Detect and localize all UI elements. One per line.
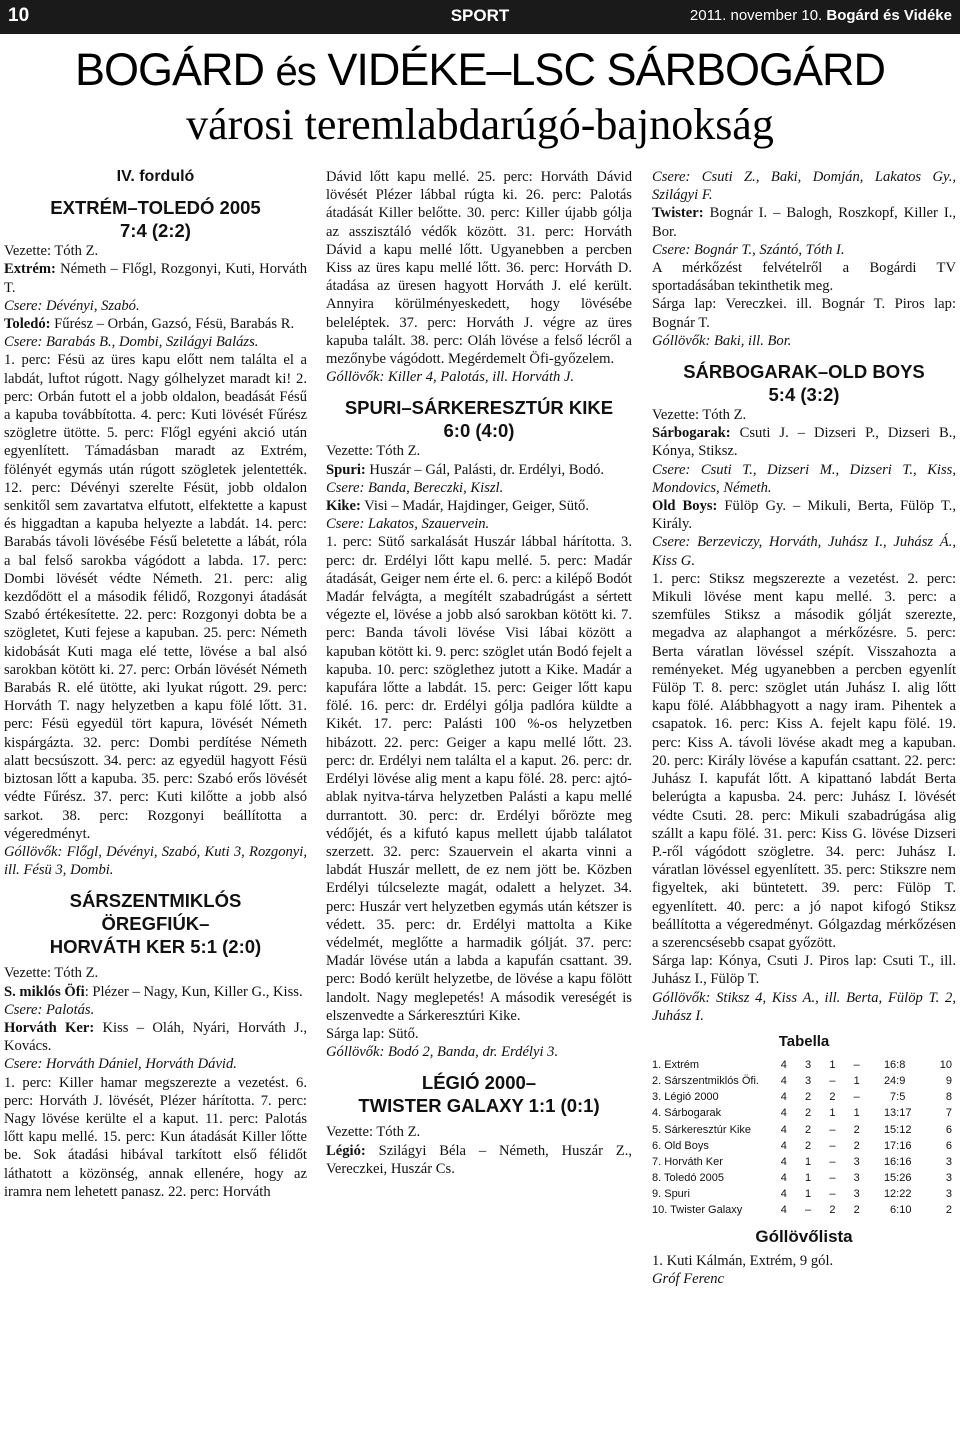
table-cell-won: 2	[805, 1123, 812, 1136]
match4-title-2: TWISTER GALAXY 1:1 (0:1)	[358, 1095, 600, 1117]
table-cell-played: 4	[780, 1059, 787, 1072]
match4-team2-lineup	[652, 204, 956, 240]
table-cell-lost: 2	[853, 1203, 860, 1216]
table-cell-goals-against: 12	[899, 1123, 912, 1136]
table-cell-won: 2	[805, 1091, 812, 1104]
match4-team2-label: Twister:	[652, 205, 704, 222]
table-cell-lost: 3	[853, 1171, 860, 1184]
match1-team2-players: Fűrész – Orbán, Gazsó, Fésü, Barabás R.	[54, 316, 295, 333]
table-cell-drawn: –	[829, 1139, 836, 1152]
match5-scorers-text: Góllövők: Stiksz 4, Kiss A., ill. Berta, Fülöp T. 2, Juhász I.	[652, 989, 956, 1024]
table-cell-won: –	[805, 1203, 812, 1216]
table-cell-lost: –	[853, 1091, 860, 1104]
table-cell-played: 4	[780, 1107, 787, 1120]
table-cell-drawn: –	[829, 1123, 836, 1136]
match3-scorers-text: Góllövők: Bodó 2, Banda, dr. Erdélyi 3.	[326, 1044, 559, 1061]
match3-title: SPURI–SÁRKERESZTÚR KIKE	[344, 397, 614, 419]
match5-team1-subs	[652, 461, 956, 497]
table-cell-points: 10	[939, 1059, 952, 1072]
match4-note: A mérkőzést felvételről a Bogárdi TV sportadásában tekinthetik meg.	[652, 260, 956, 295]
match2-team1-lineup	[4, 983, 307, 1001]
match3-team1-subs	[326, 479, 632, 497]
match5-score: 5:4 (3:2)	[768, 384, 840, 406]
match1-team2-subs-text: Csere: Barabás B., Dombi, Szilágyi Balázs.	[4, 334, 259, 351]
match5-team1-players: Csuti J. – Dizseri P., Dizseri B., Kónya, Stiksz.	[652, 425, 956, 460]
page-header-bar	[0, 0, 960, 34]
table-cell-team: 2. Sárszentmiklós Öfi.	[652, 1075, 759, 1088]
match3-card: Sárga lap: Sütő.	[326, 1025, 419, 1042]
match1-referee: Vezette: Tóth Z.	[4, 243, 99, 260]
table-cell-played: 4	[780, 1155, 787, 1168]
match1-team2-lineup	[4, 315, 307, 333]
table-cell-goals-against: 5	[899, 1091, 906, 1104]
match5-report: 1. perc: Stiksz megszerezte a vezetést. 2. perc: Mikuli lövése ment kapu mellé. 3. perc: a szemfüles Stiksz a második gólját szerezte, megadva az alaphangot a mérkőzésre. 5. perc: Berta váratlan lövéssel szépít. Visszahozta a reményeket. Még ugyanebben a percben egyenlít Fülöp T. 8. perc: szöglet után Juhász I. alig lőtt kapu fölé. Alábbhagyott a nagy iram. Pihentek a csapatok. 16. perc: Kiss A. fejelt kapu fölé. 19. perc: Kiss A. távoli lövése akadt meg a kapuban. 20. perc: Király lövése a kapufán csattant. 22. perc: Juhász I. kapufát lőtt. A kipattanó labdát Berta belerúgta a kapusba. 24. perc: Juhász I. lövését védte Csuti. 28. perc: Mikuli szabadrúgása alig szállt a kapu fölé. 31. perc: Kiss G. lövése Dizseri P.-ről vágódott szögletre. 34. perc: Juhász I. váratlan lövéssel egyenlített. 35. perc: Stikszre nem figyeltek, aki büntetett. 39. perc: Fülöp T. egyenlített. 40. perc: a jó napot kifogó Stiksz beállította a végeredményt. Gólgazdag mérkőzésen a szerencsésebb csapat győzött.	[652, 570, 956, 951]
table-cell-team: 4. Sárbogarak	[652, 1107, 722, 1120]
match5-team2-players: Fülöp Gy. – Mikuli, Berta, Fülöp T., Király.	[652, 498, 956, 533]
table-cell-won: 2	[805, 1107, 812, 1120]
match1-team1-lineup	[4, 260, 307, 296]
headline-part-1: BOGÁRD	[75, 44, 265, 95]
standings-table	[652, 1057, 952, 1218]
match4-scorers-text: Góllövők: Baki, ill. Bor.	[652, 332, 792, 349]
match5-team2-subs	[652, 533, 956, 569]
match1-title: EXTRÉM–TOLEDÓ 2005	[50, 197, 261, 219]
table-cell-points: 9	[945, 1075, 952, 1088]
table-cell-points: 8	[945, 1091, 952, 1104]
table-cell-drawn: 2	[829, 1203, 836, 1216]
table-cell-goals-for: 16:	[883, 1059, 900, 1072]
table-cell-won: 1	[805, 1171, 812, 1184]
match3-scorers	[326, 1043, 632, 1061]
headline-part-2: és	[275, 50, 316, 94]
table-row	[652, 1057, 952, 1073]
match3-team1-players: Huszár – Gál, Palásti, dr. Erdélyi, Bodó.	[369, 461, 605, 478]
match3-team2-players: Visi – Madár, Hajdinger, Geiger, Sütő.	[364, 498, 590, 515]
headline-sub: városi teremlabdarúgó-bajnokság	[186, 100, 774, 149]
table-cell-goals-against: 26	[899, 1171, 912, 1184]
section-name: SPORT	[450, 6, 510, 25]
table-cell-goals-against: 9	[899, 1075, 906, 1088]
match4-team2-players: Bognár I. – Balogh, Roszkopf, Killer I., Bor.	[652, 205, 957, 240]
table-cell-goals-against: 16	[899, 1139, 912, 1152]
match2-report-part-1: 1. perc: Killer hamar megszerezte a vezetést. 6. perc: Horváth J. lövését, Plézer hárította. 7. perc: Nagy lövése kerülte el a kaput. 11. perc: Palotás lőtt kapu mellé. 15. perc: Kun átadását Killer lőtte be. Sok átadási hibával tarkított első félidőt láthatott a közönség, annak ellenére, hogy az iramra nem lehetett panasz. 22. perc: Horváth	[4, 1074, 307, 1200]
table-cell-goals-for: 12:	[883, 1187, 900, 1200]
column-2	[326, 168, 632, 1178]
match2-scorers	[326, 368, 632, 386]
match2-team1-players: : Plézer – Nagy, Kun, Killer G., Kiss.	[84, 983, 303, 1000]
table-cell-drawn: –	[829, 1171, 836, 1184]
table-cell-goals-for: 15:	[883, 1123, 900, 1136]
table-cell-won: 1	[805, 1187, 812, 1200]
column-3	[652, 168, 956, 1289]
match1-team2-subs	[4, 333, 307, 351]
scorer-list-title: Góllövőlista	[755, 1227, 853, 1247]
match4-team2-subs-text: Csere: Bognár T., Szántó, Tóth I.	[652, 241, 845, 258]
match4-team1-subs	[652, 168, 956, 204]
table-cell-team: 5. Sárkeresztúr Kike	[652, 1123, 752, 1136]
match1-scorers	[4, 843, 307, 879]
match1-report: 1. perc: Fésü az üres kapu előtt nem találta el a labdát, luftot rúgott. Nagy gólhelyzet maradt ki! 2. perc: Orbán futott el a jobb oldalon, beadását Fésű a kapuba továbbította. 4. perc: Kuti lövését Fűrész szögletre ütötte. 5. perc: Flőgl egyéni akció után egyenlített. Támadásban maradt az Extrém, fölényét egymás után rúgott szögletek jelentették. 12. perc: Dévényi szerelte Fésüt, jobb oldalon senkitől sem zavartatva elfutott, elfektette a kapust és higgadtan a kapuba helyezte a labdát. 14. perc: Barabás távoli lövésébe Fésű beletette a lábát, róla a bal felső sarokba vágódott a labda. 17. perc: Dombi lövését védte Németh. 21. perc: alig kezdődött el a második félidő, Rozgonyi átadását Szabó értékesítette. 22. perc: Rozgonyi dobta be a szögletet, Kuti fejese a kapuban. 25. perc: Németh kidobását Kuti maga elé tette, lövése a bal alsó sarokban kötött ki. 27. perc: Orbán lövését Németh Barabás R. elé ütötte, aki lyukat rúgott. 29. perc: Horváth T. nagy helyzetben a kapu fölé lőtt. 31. perc: Fésü egyedül tört kapura, lövését Németh kispárgázta. 32. perc: Dombi perdítése Németh alatt becsúszott. 34. perc: az egyedül hagyott Fésü biztosan lőtt a kapuba. 35. perc: Szabó erős lövését védte Fűrész. 37. perc: Kuti kilőtte a jobb alsó sarkot. 38. perc: Rozgonyi beállította a végeredményt.	[4, 352, 307, 842]
table-cell-lost: 2	[853, 1123, 860, 1136]
table-cell-played: 4	[780, 1123, 787, 1136]
table-cell-won: 3	[805, 1059, 812, 1072]
table-cell-goals-against: 10	[899, 1203, 912, 1216]
table-cell-goals-for: 7:	[890, 1091, 900, 1104]
match2-scorers-text: Góllövők: Killer 4, Palotás, ill. Horváth J.	[326, 369, 575, 386]
match3-team2-subs-text: Csere: Lakatos, Szauervein.	[326, 516, 490, 533]
table-cell-lost: 3	[853, 1187, 860, 1200]
match2-team1-subs-text: Csere: Palotás.	[4, 1001, 95, 1018]
table-cell-lost: 1	[853, 1075, 860, 1088]
table-cell-played: 4	[780, 1203, 787, 1216]
table-cell-team: 8. Toledó 2005	[652, 1171, 724, 1184]
match5-team2-label: Old Boys:	[652, 498, 718, 515]
table-cell-points: 6	[945, 1123, 952, 1136]
match5-title: SÁRBOGARAK–OLD BOYS	[683, 361, 925, 383]
scorer-list-entry: 1. Kuti Kálmán, Extrém, 9 gól.	[652, 1253, 834, 1270]
match5-referee: Vezette: Tóth Z.	[652, 407, 747, 424]
match3-score: 6:0 (4:0)	[443, 420, 515, 442]
page-number: 10	[8, 5, 30, 26]
table-cell-played: 4	[780, 1171, 787, 1184]
table-cell-won: 3	[805, 1075, 812, 1088]
match4-team1-label: Légió:	[326, 1142, 366, 1159]
match3-team2-subs	[326, 515, 632, 533]
table-cell-team: 7. Horváth Ker	[652, 1155, 723, 1168]
match2-team2-subs-text: Csere: Horváth Dániel, Horváth Dávid.	[4, 1056, 237, 1073]
match1-team1-subs-text: Csere: Dévényi, Szabó.	[4, 297, 140, 314]
article-author: Gróf Ferenc	[652, 1271, 724, 1288]
table-cell-played: 4	[780, 1187, 787, 1200]
table-cell-points: 7	[945, 1107, 952, 1120]
match5-team1-subs-text: Csere: Csuti T., Dizseri M., Dizseri T., Kiss, Mondovics, Németh.	[652, 461, 956, 496]
table-cell-drawn: 1	[829, 1059, 836, 1072]
table-cell-goals-for: 13:	[883, 1107, 900, 1120]
headline-main	[0, 44, 960, 98]
table-cell-goals-for: 16:	[883, 1155, 900, 1168]
table-cell-goals-against: 17	[899, 1107, 912, 1120]
column-1	[4, 168, 307, 1201]
match4-card: Sárga lap: Vereczkei. ill. Bognár T. Piros lap: Bognár T.	[652, 296, 956, 331]
publication-name: Bogárd és Vidéke	[826, 7, 952, 24]
date-text: 2011. november 10.	[689, 7, 823, 24]
table-cell-goals-against: 22	[899, 1187, 912, 1200]
table-cell-goals-against: 8	[899, 1059, 906, 1072]
match2-team1-subs	[4, 1001, 307, 1019]
match3-report: 1. perc: Sütő sarkalását Huszár lábbal hárította. 3. perc: dr. Erdélyi lőtt kapu mellé. 5. perc: Madár átadását, Geiger nem érte el. 6. perc: a kilépő Bodót Madár felvágta, a megítélt szabadrúgást a sértett végezte el, lövése a jobb alsó sarokban kötött ki. 7. perc: Banda távoli lövése Visi lábai között a kapuban kötött ki. 9. perc: szöglet után Bodó fejelt a kapuba. 10. perc: szöglethez jutott a Kike. Madár a kapufára lőtte a labdát. 15. perc: Geiger lőtt kapu fölé. 16. perc: dr. Erdélyi gólja padlóra küldte a Kikét. 17. perc: Palásti 100 %-os helyzetben hibázott. 22. perc: Geiger a kapu mellé lőtt. 23. perc: dr. Erdélyi nem találta el a kaput. 26. perc: dr. Erdélyi lövése alig ment a kapu fölé. 28. perc: ajtó-ablak nyitva-tárva helyzetben Palásti a kapu mellé durrantott. 30. perc: dr. Erdélyi bőrözte meg védőjét, és a kifutó kapus mellett újabb találatot szerzett. 32. perc: Szauervein el akarta vinni a labdát Huszár mellett, de ez nem jött be. Közben Erdélyi túlcselezte magát, odalett a helyzet. 34. perc: Huszár vert helyzetben egymás után kétszer is védett. 35. perc: dr. Erdélyi mattolta a Kike védelmét, meglőtte a harmadik gólját. 37. perc: Madár lövése után a labda a kapufán csattant. 39. perc: Bodó került helyzetbe, de lövése a kapu fölött landolt. Nagy meglepetés! A második vereségét is elszenvedte a Sárkeresztúri Kike.	[326, 534, 632, 1024]
match3-team1-label: Spuri:	[326, 461, 366, 478]
table-row	[652, 1073, 952, 1089]
table-cell-lost: 1	[853, 1107, 860, 1120]
table-cell-team: 1. Extrém	[652, 1059, 700, 1072]
match2-team2-lineup	[4, 1019, 307, 1055]
table-row	[652, 1154, 952, 1170]
table-cell-drawn: –	[829, 1155, 836, 1168]
match2-team2-label: Horváth Ker:	[4, 1019, 95, 1036]
match1-team2-label: Toledó:	[4, 316, 51, 333]
match5-team2-lineup	[652, 497, 956, 533]
match1-team1-label: Extrém:	[4, 261, 56, 278]
table-cell-played: 4	[780, 1075, 787, 1088]
table-cell-points: 3	[945, 1155, 952, 1168]
table-row	[652, 1089, 952, 1105]
table-cell-lost: 3	[853, 1155, 860, 1168]
table-cell-drawn: 2	[829, 1091, 836, 1104]
table-cell-points: 6	[945, 1139, 952, 1152]
match3-team2-lineup	[326, 497, 632, 515]
match5-team2-subs-text: Csere: Berzeviczy, Horváth, Juhász I., Juhász Á., Kiss G.	[652, 534, 956, 569]
match2-report-part-2: Dávid lőtt kapu mellé. 25. perc: Horváth Dávid lövését Plézer lábbal rúgta ki. 26. perc: Palotás átadását Killer belőtte. 30. perc: Killer újabb gólja az asszisztáló védők között. 31. perc: Horváth Dávid a kapu mellé lőtt. Ugyanebben a percben Kiss az üres kapu mellé lőtt. 36. perc: Horváth D. átadása az üresen hagyott Horváth J. elé került. Annyira körülményeskedett, hogy lövésébe beleléptek. 37. perc: Horváth J. végre az üres kapuba talált. 38. perc: Oláh lövése a felső lécről a mezőnybe vágódott. Megérdemelt Öfi-győzelem.	[326, 169, 632, 368]
match2-title-2: ÖREGFIÚK–	[101, 913, 210, 935]
match3-team1-subs-text: Csere: Banda, Bereczki, Kiszl.	[326, 479, 504, 496]
match2-title-3: HORVÁTH KER 5:1 (2:0)	[49, 936, 262, 958]
match1-team1-players: Németh – Flőgl, Rozgonyi, Kuti, Horváth T.	[4, 261, 307, 296]
match5-scorers	[652, 989, 956, 1025]
table-cell-drawn: 1	[829, 1107, 836, 1120]
table-cell-team: 6. Old Boys	[652, 1139, 709, 1152]
table-cell-goals-against: 16	[899, 1155, 912, 1168]
table-cell-goals-for: 17:	[883, 1139, 900, 1152]
match5-team1-lineup	[652, 424, 956, 460]
table-row	[652, 1122, 952, 1138]
match4-team1-players: Szilágyi Béla – Németh, Huszár Z., Vereczkei, Huszár Cs.	[326, 1142, 633, 1177]
match4-team1-subs-text: Csere: Csuti Z., Baki, Domján, Lakatos Gy., Szilágyi F.	[652, 169, 956, 204]
match4-team1-lineup	[326, 1142, 632, 1178]
match1-score: 7:4 (2:2)	[120, 220, 191, 242]
table-cell-team: 9. Spuri	[652, 1187, 690, 1200]
match2-team2-players: Kiss – Oláh, Nyári, Horváth J., Kovács.	[4, 1019, 307, 1055]
table-cell-won: 2	[805, 1139, 812, 1152]
match2-referee: Vezette: Tóth Z.	[4, 965, 99, 982]
match4-referee: Vezette: Tóth Z.	[326, 1124, 421, 1141]
table-cell-points: 2	[945, 1203, 952, 1216]
match3-team2-label: Kike:	[326, 498, 361, 515]
match4-scorers	[652, 332, 956, 350]
table-cell-won: 1	[805, 1155, 812, 1168]
issue-date	[690, 7, 952, 24]
match1-team1-subs	[4, 297, 307, 315]
table-row	[652, 1138, 952, 1154]
round-label: IV. forduló	[116, 168, 195, 185]
match5-team1-label: Sárbogarak:	[652, 425, 731, 442]
match2-title-1: SÁRSZENTMIKLÓS	[69, 890, 242, 912]
table-cell-goals-for: 6:	[890, 1203, 900, 1216]
match4-team2-subs	[652, 241, 956, 259]
match3-team1-lineup	[326, 461, 632, 479]
match2-team1-label: S. miklós Öfi	[4, 983, 85, 1000]
standings-title: Tabella	[778, 1032, 830, 1050]
table-cell-drawn: –	[829, 1075, 836, 1088]
match2-team2-subs	[4, 1055, 307, 1073]
table-cell-lost: –	[853, 1059, 860, 1072]
table-row	[652, 1170, 952, 1186]
table-cell-points: 3	[945, 1187, 952, 1200]
table-cell-team: 10. Twister Galaxy	[652, 1203, 743, 1216]
match4-title-1: LÉGIÓ 2000–	[421, 1072, 537, 1094]
table-row	[652, 1105, 952, 1121]
match5-card: Sárga lap: Kónya, Csuti J. Piros lap: Csuti T., ill. Juhász I., Fülöp T.	[652, 953, 956, 988]
match3-referee: Vezette: Tóth Z.	[326, 443, 421, 460]
table-cell-drawn: –	[829, 1187, 836, 1200]
table-cell-points: 3	[945, 1171, 952, 1184]
table-row	[652, 1202, 952, 1218]
table-cell-goals-for: 24:	[883, 1075, 900, 1088]
table-row	[652, 1186, 952, 1202]
headline-part-3: VIDÉKE–LSC SÁRBOGÁRD	[327, 44, 885, 95]
table-cell-goals-for: 15:	[883, 1171, 900, 1184]
table-cell-team: 3. Légió 2000	[652, 1091, 719, 1104]
match1-scorers-text: Góllövők: Flőgl, Dévényi, Szabó, Kuti 3, Rozgonyi, ill. Fésü 3, Dombi.	[4, 843, 307, 879]
table-cell-played: 4	[780, 1139, 787, 1152]
table-cell-lost: 2	[853, 1139, 860, 1152]
table-cell-played: 4	[780, 1091, 787, 1104]
